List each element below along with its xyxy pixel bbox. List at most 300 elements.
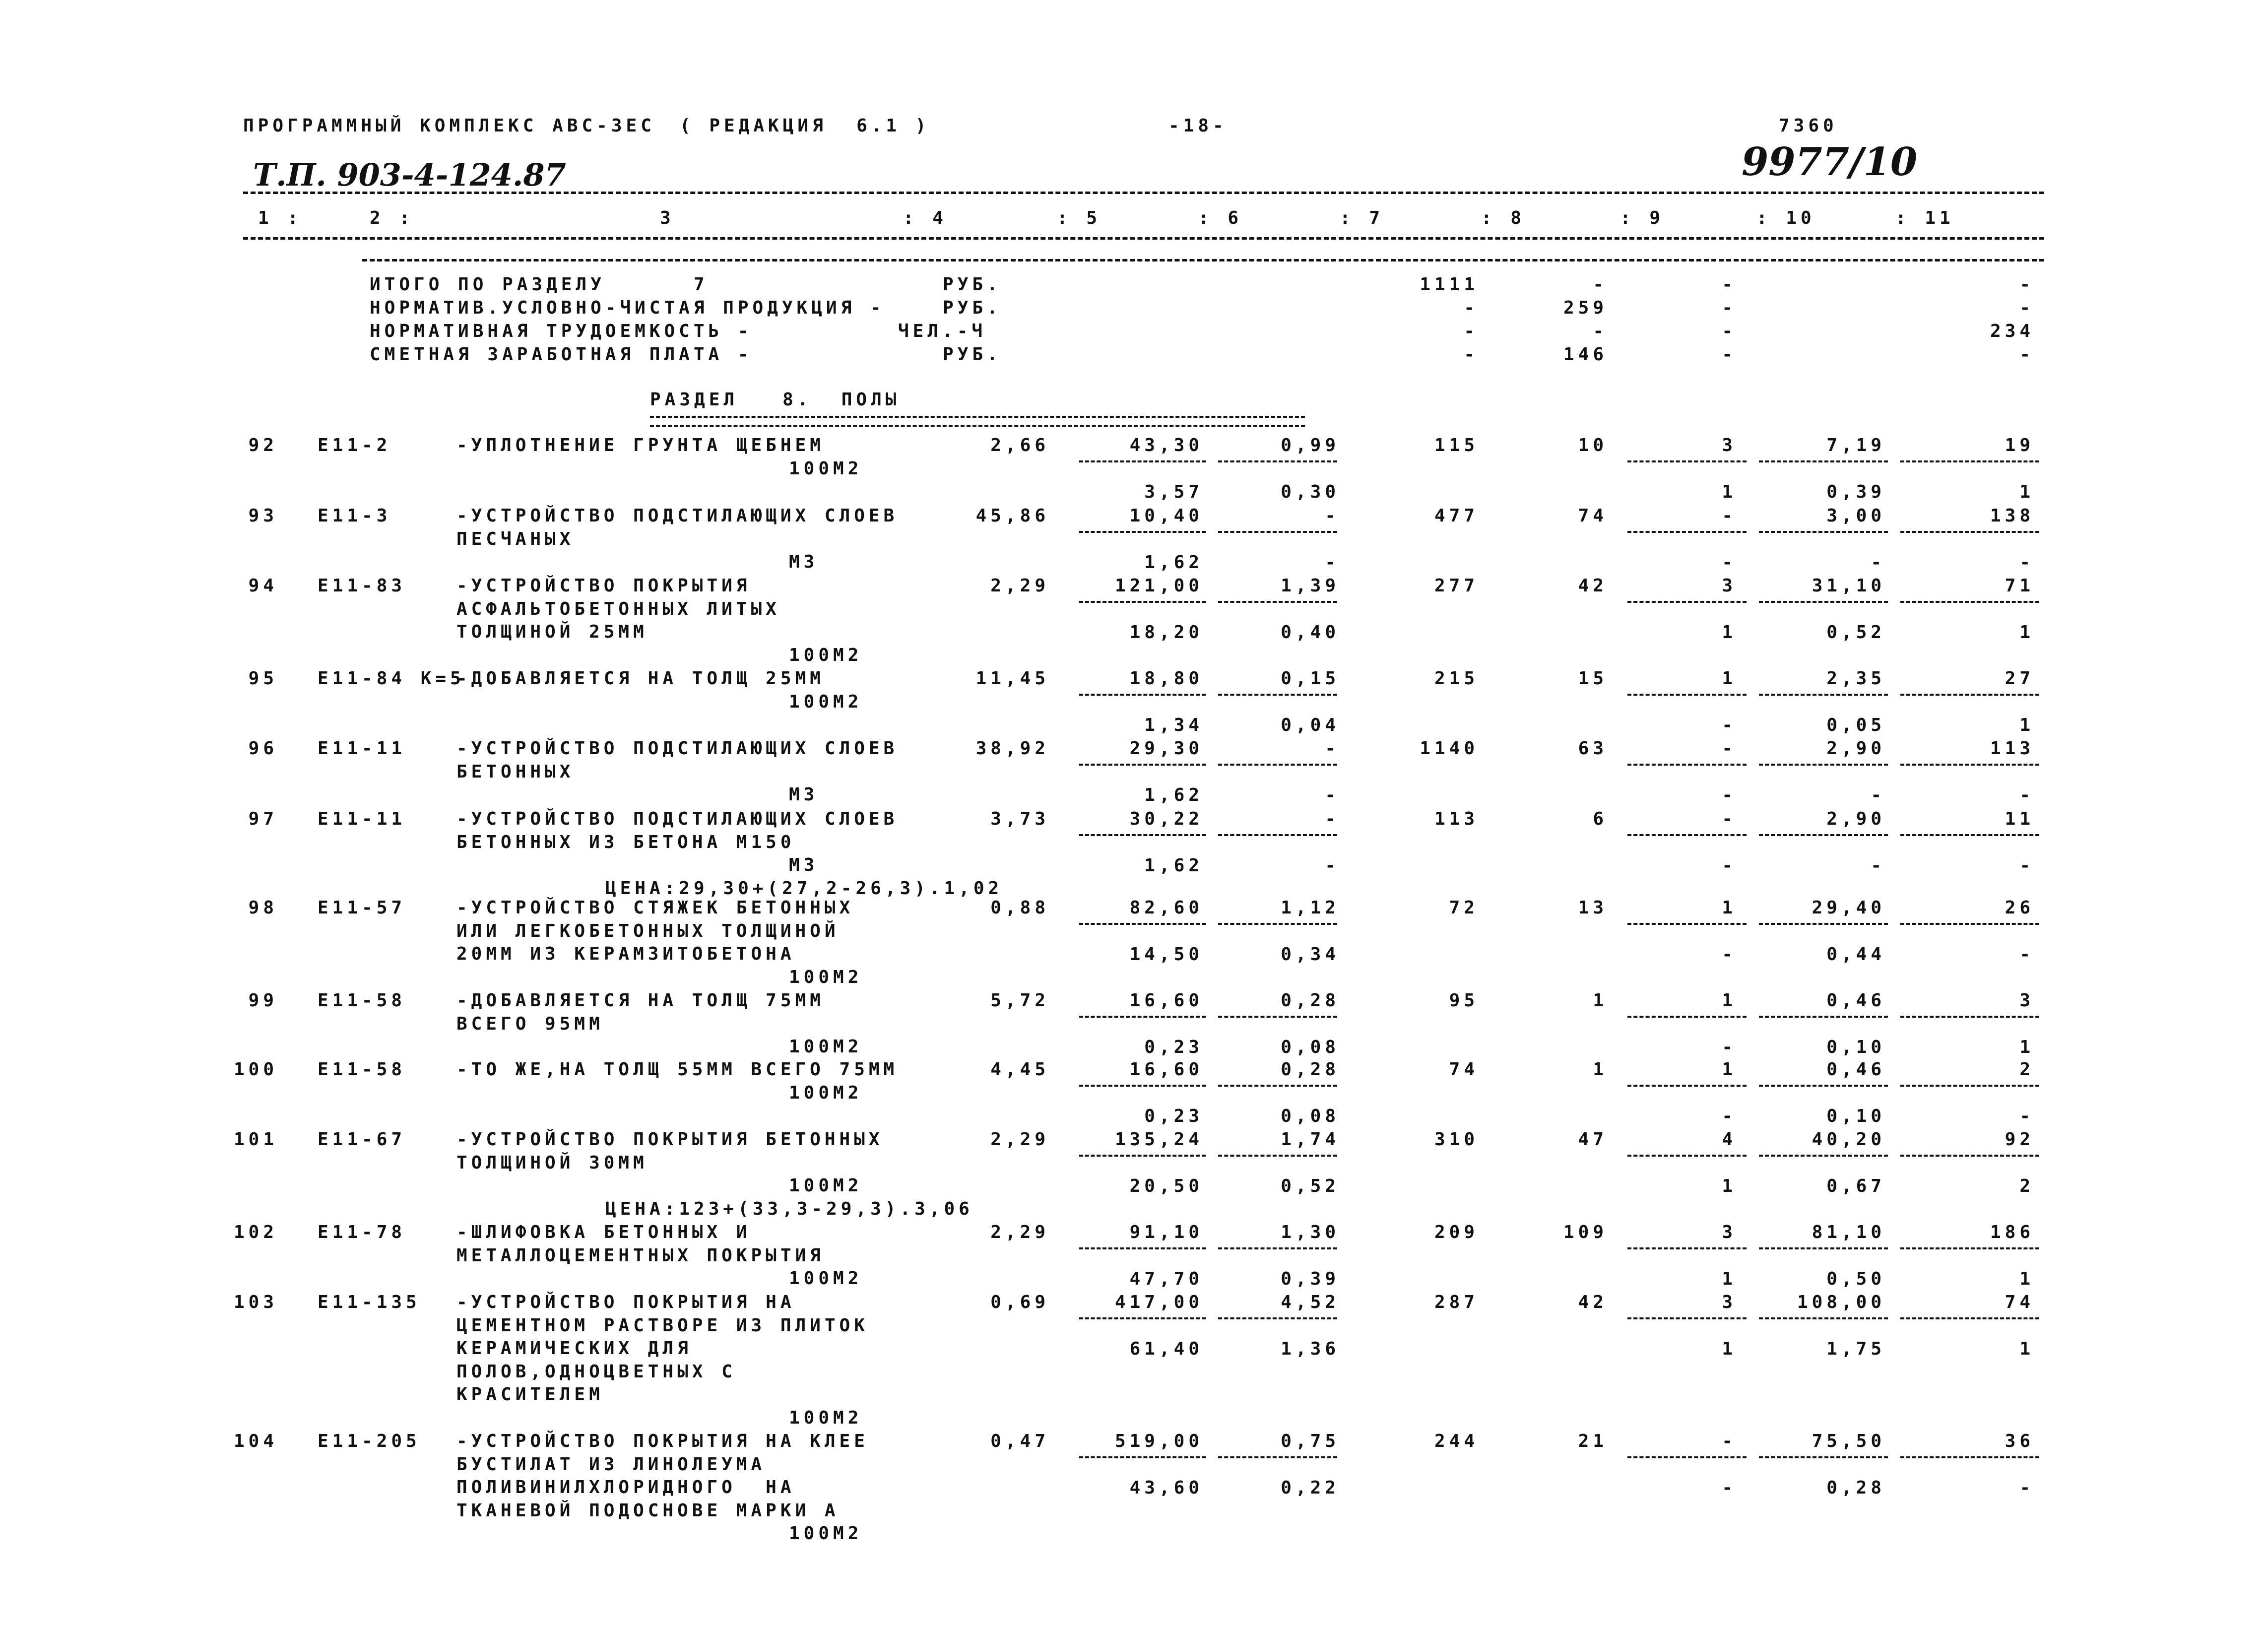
wage-cost: 1,62 [1144, 552, 1203, 573]
work-description: МЕТАЛЛОЦЕМЕНТНЫХ ПОКРЫТИЯ [456, 1245, 825, 1266]
cell-separator-rule [1079, 1456, 1206, 1458]
work-description: -УСТРОЙСТВО ПОКРЫТИЯ [456, 576, 751, 596]
norm-code: Е11-84 К=5 [318, 668, 465, 689]
labor-total-machines: - [2019, 1106, 2034, 1126]
labor-workers-machines: 1 [1722, 482, 1737, 502]
labor-workers-machines: - [1722, 1106, 1737, 1126]
labor-total: 186 [1990, 1222, 2034, 1242]
totals-value: - [1722, 274, 1737, 295]
total-cost: 209 [1434, 1222, 1479, 1242]
cell-separator-rule [1627, 1317, 1747, 1319]
labor-total-machines: 1 [2019, 622, 2034, 643]
cell-separator-rule [1627, 601, 1747, 603]
labor-total-machines: 1 [2019, 482, 2034, 502]
unit-cost: 43,30 [1129, 435, 1203, 456]
cell-separator-rule [1759, 601, 1888, 603]
unit-cost: 16,60 [1129, 990, 1203, 1011]
labor-per-unit: 75,50 [1812, 1431, 1885, 1451]
cell-separator-rule [1627, 834, 1747, 836]
labor-total: 26 [2005, 898, 2034, 918]
labor-per-unit: 81,10 [1812, 1222, 1885, 1242]
cell-separator-rule [1218, 923, 1337, 925]
work-description: -УСТРОЙСТВО ПОКРЫТИЯ НА [456, 1292, 795, 1312]
labor-per-unit-machines: 0,67 [1826, 1176, 1885, 1196]
unit-cost: 10,40 [1129, 506, 1203, 526]
total-cost-machines: 42 [1578, 576, 1608, 596]
norm-code: Е11-3 [318, 506, 391, 526]
labor-workers: - [1722, 809, 1737, 829]
row-number: 98 [248, 898, 278, 918]
totals-unit: РУБ. [943, 344, 1002, 365]
cell-separator-rule [1627, 1016, 1747, 1018]
cell-separator-rule [1759, 764, 1888, 766]
quantity: 2,66 [990, 435, 1049, 456]
row-number: 92 [248, 435, 278, 456]
cell-separator-rule [1079, 531, 1206, 533]
section-title-underline [650, 416, 1305, 427]
labor-total-machines: 1 [2019, 1037, 2034, 1057]
cell-separator-rule [1079, 1085, 1206, 1087]
labor-per-unit: 0,46 [1826, 1059, 1885, 1080]
cell-separator-rule [1627, 531, 1747, 533]
labor-per-unit-machines: 0,52 [1826, 622, 1885, 643]
row-number: 97 [248, 809, 278, 829]
quantity: 5,72 [990, 990, 1049, 1011]
cell-separator-rule [1759, 1317, 1888, 1319]
total-cost-machines: 10 [1578, 435, 1608, 456]
labor-per-unit-machines: 0,10 [1826, 1037, 1885, 1057]
quantity: 38,92 [975, 738, 1049, 759]
totals-value: - [1722, 321, 1737, 341]
labor-total: 11 [2005, 809, 2034, 829]
cell-separator-rule [1759, 531, 1888, 533]
total-cost: 113 [1434, 809, 1479, 829]
work-description: -УСТРОЙСТВО ПОКРЫТИЯ БЕТОННЫХ [456, 1129, 884, 1150]
total-cost-machines: 1 [1593, 990, 1608, 1011]
labor-workers-machines: - [1722, 1478, 1737, 1498]
cell-separator-rule [1218, 460, 1337, 462]
total-cost-machines: 74 [1578, 506, 1608, 526]
wage-cost: 47,70 [1129, 1269, 1203, 1289]
unit-cost-machines: - [1325, 809, 1340, 829]
unit-of-measure: М3 [789, 552, 819, 572]
total-cost: 1140 [1420, 738, 1479, 759]
labor-total: 19 [2005, 435, 2034, 456]
cell-separator-rule [1900, 1247, 2039, 1249]
norm-code: Е11-58 [318, 990, 406, 1011]
total-cost: 215 [1434, 668, 1479, 689]
totals-value: - [1593, 274, 1608, 295]
unit-of-measure: М3 [789, 784, 819, 805]
quantity: 4,45 [990, 1059, 1049, 1080]
wage-cost: 3,57 [1144, 482, 1203, 502]
totals-label: ИТОГО ПО РАЗДЕЛУ 7 [370, 274, 709, 295]
quantity: 0,69 [990, 1292, 1049, 1312]
column-number: : 4 [903, 208, 948, 228]
cell-separator-rule [1900, 1456, 2039, 1458]
labor-total: 71 [2005, 576, 2034, 596]
work-description: -ДОБАВЛЯЕТСЯ НА ТОЛЩ 25ММ [456, 668, 825, 689]
column-number: : 7 [1340, 208, 1384, 228]
cell-separator-rule [1079, 601, 1206, 603]
unit-cost-machines: 1,12 [1281, 898, 1340, 918]
unit-cost-machines: 0,99 [1281, 435, 1340, 456]
cell-separator-rule [1079, 834, 1206, 836]
wage-cost-machines: 1,36 [1281, 1339, 1340, 1359]
labor-total-machines: - [2019, 1478, 2034, 1498]
cell-separator-rule [1627, 1085, 1747, 1087]
row-number: 102 [233, 1222, 278, 1242]
cell-separator-rule [1627, 764, 1747, 766]
unit-cost: 29,30 [1129, 738, 1203, 759]
wage-cost-machines: 0,52 [1281, 1176, 1340, 1196]
labor-workers: - [1722, 1431, 1737, 1451]
cell-separator-rule [1627, 923, 1747, 925]
total-cost-machines: 1 [1593, 1059, 1608, 1080]
wage-cost: 18,20 [1129, 622, 1203, 643]
labor-total-machines: 1 [2019, 1269, 2034, 1289]
wage-cost-machines: 0,39 [1281, 1269, 1340, 1289]
cell-separator-rule [1759, 694, 1888, 696]
price-formula: ЦЕНА:123+(33,3-29,3).3,06 [605, 1198, 973, 1219]
total-cost-machines: 42 [1578, 1292, 1608, 1312]
unit-cost-machines: - [1325, 738, 1340, 759]
unit-cost: 135,24 [1114, 1129, 1203, 1150]
norm-code: Е11-78 [318, 1222, 406, 1242]
cell-separator-rule [1079, 923, 1206, 925]
totals-value: - [1464, 321, 1479, 341]
work-description: 20ММ ИЗ КЕРАМЗИТОБЕТОНА [456, 944, 795, 964]
cell-separator-rule [1759, 923, 1888, 925]
labor-workers-machines: 1 [1722, 1269, 1737, 1289]
labor-per-unit: 2,35 [1826, 668, 1885, 689]
row-number: 96 [248, 738, 278, 759]
norm-code: Е11-11 [318, 809, 406, 829]
wage-cost: 14,50 [1129, 944, 1203, 965]
totals-rule [362, 259, 2044, 261]
cell-separator-rule [1627, 1456, 1747, 1458]
labor-per-unit: 40,20 [1812, 1129, 1885, 1150]
total-cost-machines: 109 [1563, 1222, 1608, 1242]
cell-separator-rule [1079, 1016, 1206, 1018]
cell-separator-rule [1218, 1155, 1337, 1157]
cell-separator-rule [1218, 764, 1337, 766]
labor-total-machines: - [2019, 855, 2034, 876]
program-name: ПРОГРАММНЫЙ КОМПЛЕКС АВС-3ЕС [243, 116, 655, 136]
totals-label: НОРМАТИВ.УСЛОВНО-ЧИСТАЯ ПРОДУКЦИЯ - [370, 298, 885, 318]
totals-value: 259 [1563, 298, 1608, 318]
labor-workers-machines: - [1722, 1037, 1737, 1057]
norm-code: Е11-67 [318, 1129, 406, 1150]
total-cost: 74 [1449, 1059, 1479, 1080]
total-cost-machines: 15 [1578, 668, 1608, 689]
quantity: 2,29 [990, 1129, 1049, 1150]
labor-total-machines: 1 [2019, 715, 2034, 735]
labor-per-unit-machines: - [1871, 552, 1885, 573]
labor-workers-machines: 1 [1722, 1339, 1737, 1359]
unit-of-measure: 100М2 [789, 1268, 863, 1289]
work-description: -УСТРОЙСТВО ПОКРЫТИЯ НА КЛЕЕ [456, 1431, 869, 1451]
wage-cost-machines: - [1325, 855, 1340, 876]
work-description: БЕТОННЫХ [456, 761, 575, 782]
work-description: КРАСИТЕЛЕМ [456, 1384, 604, 1405]
cell-separator-rule [1759, 1016, 1888, 1018]
unit-of-measure: 100М2 [789, 458, 863, 479]
labor-total: 36 [2005, 1431, 2034, 1451]
labor-workers: 1 [1722, 668, 1737, 689]
unit-cost: 121,00 [1114, 576, 1203, 596]
total-cost: 477 [1434, 506, 1479, 526]
column-number: 3 [660, 208, 675, 228]
row-number: 93 [248, 506, 278, 526]
cell-separator-rule [1079, 1155, 1206, 1157]
unit-cost-machines: 1,30 [1281, 1222, 1340, 1242]
work-description: ВСЕГО 95ММ [456, 1013, 604, 1034]
labor-total: 2 [2019, 1059, 2034, 1080]
total-cost: 72 [1449, 898, 1479, 918]
total-cost-machines: 21 [1578, 1431, 1608, 1451]
labor-workers: 3 [1722, 1292, 1737, 1312]
wage-cost-machines: - [1325, 552, 1340, 573]
work-description: -УПЛОТНЕНИЕ ГРУНТА ЩЕБНЕМ [456, 435, 825, 456]
program-edition: ( РЕДАКЦИЯ 6.1 ) [680, 116, 930, 136]
totals-unit: РУБ. [943, 274, 1002, 295]
unit-cost-machines: - [1325, 506, 1340, 526]
row-number: 103 [233, 1292, 278, 1312]
cell-separator-rule [1079, 1317, 1206, 1319]
labor-workers-machines: - [1722, 715, 1737, 735]
cell-separator-rule [1900, 764, 2039, 766]
wage-cost-machines: 0,08 [1281, 1037, 1340, 1057]
unit-cost: 519,00 [1114, 1431, 1203, 1451]
cell-separator-rule [1759, 834, 1888, 836]
unit-cost: 18,80 [1129, 668, 1203, 689]
cell-separator-rule [1900, 531, 2039, 533]
cell-separator-rule [1079, 460, 1206, 462]
quantity: 11,45 [975, 668, 1049, 689]
quantity: 0,47 [990, 1431, 1049, 1451]
labor-per-unit: 7,19 [1826, 435, 1885, 456]
project-number: Т.П. 903-4-124.87 [253, 157, 566, 193]
work-description: ТКАНЕВОЙ ПОДОСНОВЕ МАРКИ А [456, 1500, 840, 1521]
totals-value: 234 [1990, 321, 2034, 341]
labor-workers-machines: - [1722, 944, 1737, 965]
wage-cost: 0,23 [1144, 1106, 1203, 1126]
labor-total: 27 [2005, 668, 2034, 689]
labor-total-machines: - [2019, 785, 2034, 805]
cell-separator-rule [1218, 1247, 1337, 1249]
labor-workers: 1 [1722, 990, 1737, 1011]
work-description: -УСТРОЙСТВО ПОДСТИЛАЮЩИХ СЛОЕВ [456, 809, 899, 829]
norm-code: Е11-11 [318, 738, 406, 759]
quantity: 0,88 [990, 898, 1049, 918]
column-rule [243, 237, 2044, 240]
unit-cost-machines: 1,74 [1281, 1129, 1340, 1150]
labor-total: 113 [1990, 738, 2034, 759]
wage-cost: 1,34 [1144, 715, 1203, 735]
cell-separator-rule [1218, 1456, 1337, 1458]
total-cost: 115 [1434, 435, 1479, 456]
cell-separator-rule [1900, 1085, 2039, 1087]
labor-workers: 3 [1722, 435, 1737, 456]
labor-workers-machines: 1 [1722, 622, 1737, 643]
norm-code: Е11-205 [318, 1431, 421, 1451]
cell-separator-rule [1079, 764, 1206, 766]
page-number: -18- [1168, 116, 1228, 136]
document-code: 7360 [1779, 116, 1838, 136]
labor-per-unit: 2,90 [1826, 738, 1885, 759]
unit-cost: 30,22 [1129, 809, 1203, 829]
unit-of-measure: 100М2 [789, 1523, 863, 1544]
norm-code: Е11-83 [318, 576, 406, 596]
cell-separator-rule [1218, 1016, 1337, 1018]
column-number: : 9 [1620, 208, 1665, 228]
cell-separator-rule [1218, 694, 1337, 696]
labor-total-machines: 2 [2019, 1176, 2034, 1196]
unit-cost: 16,60 [1129, 1059, 1203, 1080]
labor-workers: - [1722, 738, 1737, 759]
work-description: -ШЛИФОВКА БЕТОННЫХ И [456, 1222, 751, 1242]
unit-cost-machines: 0,28 [1281, 990, 1340, 1011]
totals-value: - [1722, 298, 1737, 318]
total-cost: 277 [1434, 576, 1479, 596]
work-description: -УСТРОЙСТВО ПОДСТИЛАЮЩИХ СЛОЕВ [456, 738, 899, 759]
total-cost: 310 [1434, 1129, 1479, 1150]
labor-total-machines: 1 [2019, 1339, 2034, 1359]
totals-value: - [2019, 274, 2034, 295]
totals-value: - [1722, 344, 1737, 365]
wage-cost: 0,23 [1144, 1037, 1203, 1057]
row-number: 99 [248, 990, 278, 1011]
cell-separator-rule [1900, 1016, 2039, 1018]
unit-cost-machines: 4,52 [1281, 1292, 1340, 1312]
quantity: 45,86 [975, 506, 1049, 526]
wage-cost-machines: 0,40 [1281, 622, 1340, 643]
totals-label: НОРМАТИВНАЯ ТРУДОЕМКОСТЬ - [370, 321, 753, 341]
unit-of-measure: 100М2 [789, 967, 863, 987]
cell-separator-rule [1759, 460, 1888, 462]
wage-cost-machines: 0,34 [1281, 944, 1340, 965]
labor-workers: - [1722, 506, 1737, 526]
labor-per-unit-machines: 0,39 [1826, 482, 1885, 502]
work-description: -УСТРОЙСТВО ПОДСТИЛАЮЩИХ СЛОЕВ [456, 506, 899, 526]
work-description: БУСТИЛАТ ИЗ ЛИНОЛЕУМА [456, 1454, 766, 1475]
cell-separator-rule [1079, 1247, 1206, 1249]
cell-separator-rule [1218, 531, 1337, 533]
cell-separator-rule [1218, 1317, 1337, 1319]
work-description: ПОЛИВИНИЛХЛОРИДНОГО НА [456, 1477, 795, 1498]
labor-workers: 4 [1722, 1129, 1737, 1150]
wage-cost: 43,60 [1129, 1478, 1203, 1498]
unit-of-measure: 100М2 [789, 1175, 863, 1196]
labor-per-unit: 3,00 [1826, 506, 1885, 526]
total-cost-machines: 13 [1578, 898, 1608, 918]
labor-workers-machines: - [1722, 552, 1737, 573]
labor-total: 74 [2005, 1292, 2034, 1312]
cell-separator-rule [1079, 694, 1206, 696]
labor-workers: 3 [1722, 576, 1737, 596]
cell-separator-rule [1759, 1085, 1888, 1087]
wage-cost-machines: 0,08 [1281, 1106, 1340, 1126]
labor-per-unit: 29,40 [1812, 898, 1885, 918]
cell-separator-rule [1900, 694, 2039, 696]
labor-per-unit-machines: 0,28 [1826, 1478, 1885, 1498]
cell-separator-rule [1218, 601, 1337, 603]
price-formula: ЦЕНА:29,30+(27,2-26,3).1,02 [605, 878, 1003, 899]
work-description: ПЕСЧАНЫХ [456, 528, 575, 549]
totals-label: СМЕТНАЯ ЗАРАБОТНАЯ ПЛАТА - [370, 344, 753, 365]
unit-of-measure: 100М2 [789, 1407, 863, 1428]
column-number: : 10 [1756, 208, 1815, 228]
work-description: -УСТРОЙСТВО СТЯЖЕК БЕТОННЫХ [456, 898, 854, 918]
labor-total-machines: - [2019, 552, 2034, 573]
labor-per-unit-machines: 0,50 [1826, 1269, 1885, 1289]
column-number: 2 : [370, 208, 414, 228]
labor-total-machines: - [2019, 944, 2034, 965]
quantity: 2,29 [990, 1222, 1049, 1242]
total-cost-machines: 6 [1593, 809, 1608, 829]
labor-per-unit: 108,00 [1797, 1292, 1885, 1312]
labor-per-unit-machines: 0,10 [1826, 1106, 1885, 1126]
total-cost-machines: 63 [1578, 738, 1608, 759]
labor-per-unit-machines: 0,05 [1826, 715, 1885, 735]
labor-workers-machines: - [1722, 855, 1737, 876]
unit-of-measure: 100М2 [789, 645, 863, 665]
labor-workers: 1 [1722, 1059, 1737, 1080]
labor-workers-machines: - [1722, 785, 1737, 805]
row-number: 95 [248, 668, 278, 689]
wage-cost: 61,40 [1129, 1339, 1203, 1359]
quantity: 3,73 [990, 809, 1049, 829]
wage-cost-machines: 0,04 [1281, 715, 1340, 735]
cell-separator-rule [1218, 834, 1337, 836]
unit-cost-machines: 0,75 [1281, 1431, 1340, 1451]
unit-cost-machines: 0,28 [1281, 1059, 1340, 1080]
column-number: : 11 [1895, 208, 1954, 228]
totals-unit: ЧЕЛ.-Ч [898, 321, 987, 341]
unit-of-measure: 100М2 [789, 1082, 863, 1103]
labor-per-unit-machines: 0,44 [1826, 944, 1885, 965]
unit-cost: 91,10 [1129, 1222, 1203, 1242]
quantity: 2,29 [990, 576, 1049, 596]
labor-workers: 3 [1722, 1222, 1737, 1242]
norm-code: Е11-58 [318, 1059, 406, 1080]
row-number: 100 [233, 1059, 278, 1080]
totals-value: 146 [1563, 344, 1608, 365]
unit-of-measure: 100М2 [789, 691, 863, 712]
wage-cost-machines: 0,22 [1281, 1478, 1340, 1498]
wage-cost-machines: 0,30 [1281, 482, 1340, 502]
labor-per-unit-machines: - [1871, 855, 1885, 876]
total-cost: 95 [1449, 990, 1479, 1011]
unit-of-measure: М3 [789, 855, 819, 875]
unit-cost-machines: 0,15 [1281, 668, 1340, 689]
work-description: ИЛИ ЛЕГКОБЕТОННЫХ ТОЛЩИНОЙ [456, 920, 840, 941]
cell-separator-rule [1218, 1085, 1337, 1087]
totals-value: - [2019, 344, 2034, 365]
cell-separator-rule [1627, 694, 1747, 696]
total-cost-machines: 47 [1578, 1129, 1608, 1150]
unit-of-measure: 100М2 [789, 1037, 863, 1057]
column-number: : 5 [1057, 208, 1102, 228]
cell-separator-rule [1900, 1155, 2039, 1157]
work-description: ПОЛОВ,ОДНОЦВЕТНЫХ С [456, 1361, 736, 1382]
cell-separator-rule [1627, 460, 1747, 462]
cell-separator-rule [1759, 1247, 1888, 1249]
total-cost: 244 [1434, 1431, 1479, 1451]
cell-separator-rule [1759, 1456, 1888, 1458]
cell-separator-rule [1900, 834, 2039, 836]
